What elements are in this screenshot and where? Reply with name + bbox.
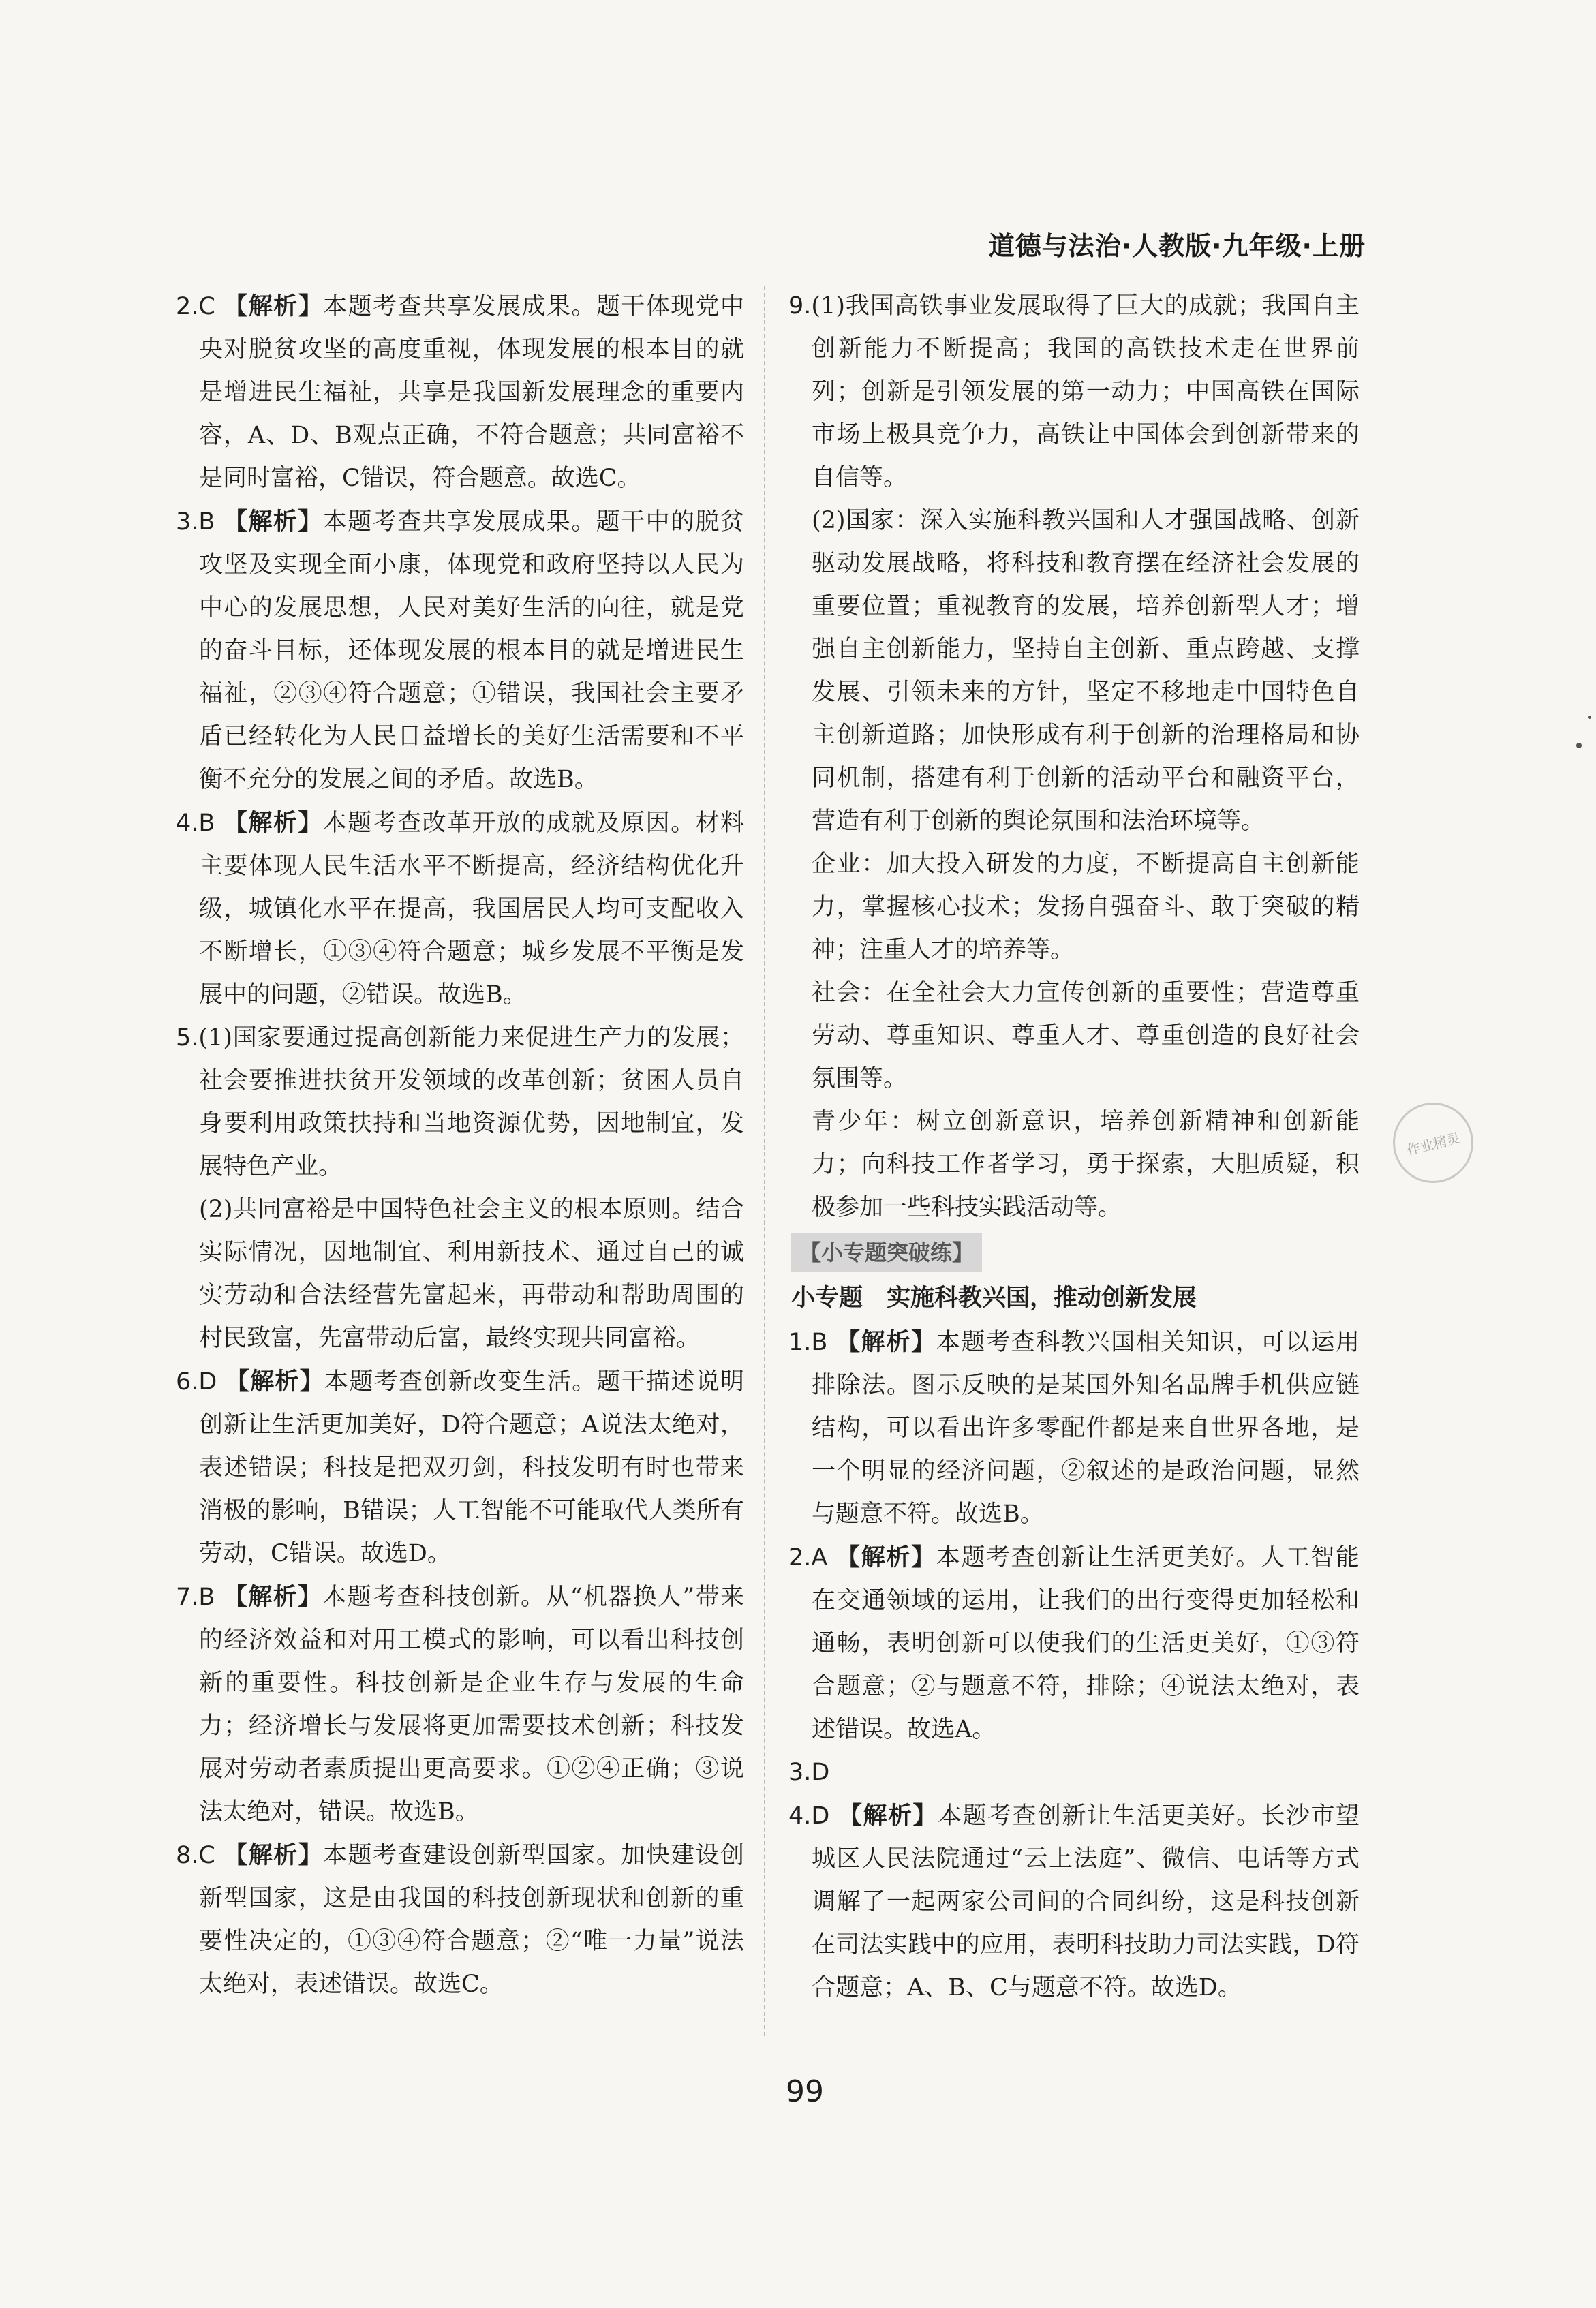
answer-item: 2.C 【解析】本题考查共享发展成果。题干体现党中央对脱贫攻坚的高度重视，体现发展的根本目的就是增进民生福祉，共享是我国新发展理念的重要内容，A、D、B观点正确，不符合题意；共同富裕不是同时富裕，C错误，符合题意。故选C。 (176, 292, 744, 492)
answer-item: 5.(1)国家要通过提高创新能力来促进生产力的发展；社会要推进扶贫开发领域的改革创新；贫困人员自身要利用政策扶持和当地资源优势，因地制宜，发展特色产业。 (176, 1024, 744, 1180)
answer-item: 4.B 【解析】本题考查改革开放的成就及原因。材料主要体现人民生活水平不断提高，经济结构优化升级，城镇化水平在提高，我国居民人均可支配收入不断增长，①③④符合题意；城乡发展不平衡是发展中的问题，②错误。故选B。 (176, 809, 744, 1009)
answer-item: 3.B 【解析】本题考查共享发展成果。题干中的脱贫攻坚及实现全面小康，体现党和政府坚持以人民为中心的发展思想，人民对美好生活的向往，就是党的奋斗目标，还体现发展的根本目的就是增进民生福祉，②③④符合题意；①错误，我国社会主要矛盾已经转化为人民日益增长的美好生活需要和不平衡不充分的发展之间的矛盾。故选B。 (176, 508, 744, 793)
answer-item: 4.D 【解析】本题考查创新让生活更美好。长沙市望城区人民法院通过“云上法庭”、微信、电话等方式调解了一起两家公司间的合同纠纷，这是科技创新在司法实践中的应用，表明科技助力司法实践，D符合题意；A、B、C与题意不符。故选D。 (788, 1802, 1360, 2001)
answer-item: 7.B 【解析】本题考查科技创新。从“机器换人”带来的经济效益和对用工模式的影响，可以看出科技创新的重要性。科技创新是企业生存与发展的生命力；经济增长与发展将更加需要技术创新；科技发展对劳动者素质提出更高要求。①②④正确；③说法太绝对，错误。故选B。 (176, 1583, 744, 1826)
left-column (176, 285, 744, 2006)
answer-item: 9.(1)我国高铁事业发展取得了巨大的成就；我国自主创新能力不断提高；我国的高铁技术走在世界前列；创新是引领发展的第一动力；中国高铁在国际市场上极具竞争力，高铁让中国体会到创新带来的自信等。 (788, 292, 1360, 491)
answer-paragraph: 企业：加大投入研发的力度，不断提高自主创新能力，掌握核心技术；发扬自强奋斗、敢于突破的精神；注重人才的培养等。 (812, 850, 1360, 964)
scan-speck (1588, 716, 1591, 719)
answer-item: 2.A 【解析】本题考查创新让生活更美好。人工智能在交通领域的运用，让我们的出行变得更加轻松和通畅，表明创新可以使我们的生活更美好，①③符合题意；②与题意不符，排除；④说法太绝对，表述错误。故选A。 (788, 1543, 1360, 1743)
answer-item: 8.C 【解析】本题考查建设创新型国家。加快建设创新型国家，这是由我国的科技创新现状和创新的重要性决定的，①③④符合题意；②“唯一力量”说法太绝对，表述错误。故选C。 (176, 1841, 744, 1998)
section-title: 小专题 实施科教兴国，推动创新发展 (791, 1284, 1197, 1312)
column-divider (764, 286, 765, 2036)
answer-paragraph: 社会：在全社会大力宣传创新的重要性；营造尊重劳动、尊重知识、尊重人才、尊重创造的良好社会氛围等。 (812, 979, 1360, 1092)
answer-paragraph: (2)国家：深入实施科教兴国和人才强国战略、创新驱动发展战略，将科技和教育摆在经济社会发展的重要位置；重视教育的发展，培养创新型人才；增强自主创新能力，坚持自主创新、重点跨越、支撑发展、引领未来的方针，坚定不移地走中国特色自主创新道路；加快形成有利于创新的治理格局和协同机制，搭建有利于创新的活动平台和融资平台，营造有利于创新的舆论氛围和法治环境等。 (812, 507, 1360, 835)
answer-item: 3.D (788, 1759, 830, 1786)
right-column (788, 285, 1360, 2010)
section-badge: 【小专题突破练】 (791, 1233, 982, 1272)
answer-paragraph: 青少年：树立创新意识，培养创新精神和创新能力；向科技工作者学习，勇于探索，大胆质疑，积极参加一些科技实践活动等。 (812, 1108, 1360, 1221)
page-header: 道德与法治·人教版·九年级·上册 (988, 231, 1366, 261)
scan-speck (1576, 743, 1582, 748)
answer-paragraph: (2)共同富裕是中国特色社会主义的根本原则。结合实际情况，因地制宜、利用新技术、通过自己的诚实劳动和合法经营先富起来，再带动和帮助周围的村民致富，先富带动后富，最终实现共同富裕。 (199, 1196, 744, 1352)
answer-item: 1.B 【解析】本题考查科教兴国相关知识，可以运用排除法。图示反映的是某国外知名品牌手机供应链结构，可以看出许多零配件都是来自世界各地，是一个明显的经济问题，②叙述的是政治问题，显然与题意不符。故选B。 (788, 1328, 1360, 1528)
page-number: 99 (786, 2074, 824, 2109)
watermark-stamp: 作业精灵 (1384, 1094, 1482, 1191)
answer-item: 6.D 【解析】本题考查创新改变生活。题干描述说明创新让生活更加美好，D符合题意；A说法太绝对，表述错误；科技是把双刃剑，科技发明有时也带来消极的影响，B错误；人工智能不可能取代人类所有劳动，C错误。故选D。 (176, 1368, 744, 1567)
